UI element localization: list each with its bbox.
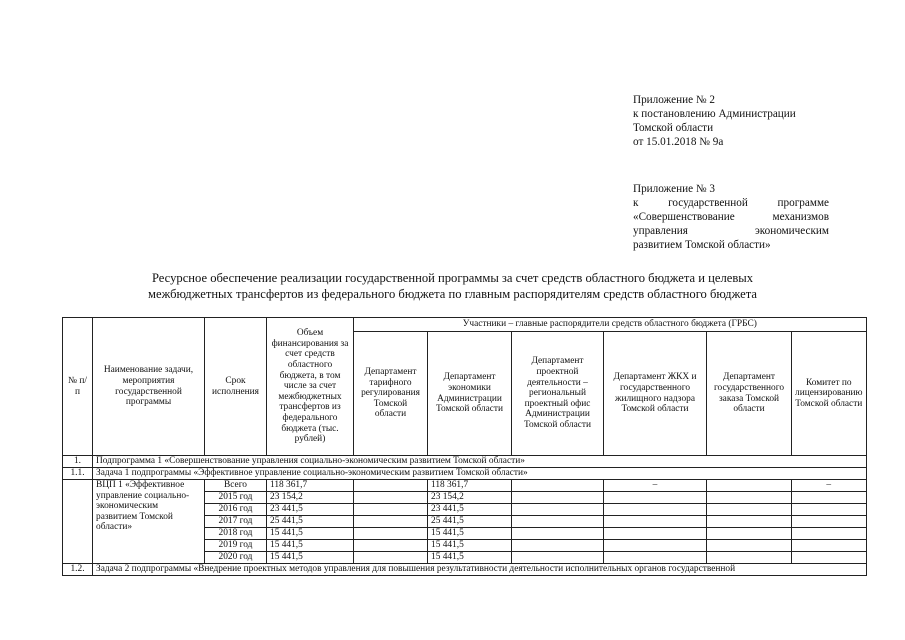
cell-grbs-housing <box>604 552 707 564</box>
header-volume: Объем финансирования за счет средств областного бюджета, в том числе за счет межбюджетных трансфертов из федерального бюджета (тыс. рублей) <box>267 318 354 456</box>
cell-grbs-tariff <box>354 552 428 564</box>
document-title-line-2: межбюджетных трансфертов из федерального бюджета по главным распорядителям средств областного бюджета <box>148 287 757 301</box>
cell-period: Всего <box>205 480 267 492</box>
cell-volume: 23 154,2 <box>267 492 354 504</box>
cell-grbs-project-office <box>512 504 604 516</box>
cell-grbs-licensing <box>792 528 867 540</box>
cell-grbs-housing: – <box>604 480 707 492</box>
cell-volume: 15 441,5 <box>267 552 354 564</box>
cell-grbs-licensing <box>792 516 867 528</box>
appendix-3-line-2 <box>633 196 829 210</box>
cell-grbs-licensing <box>792 552 867 564</box>
cell-grbs-procurement <box>707 516 792 528</box>
cell-volume: 23 441,5 <box>267 504 354 516</box>
cell-period: 2019 год <box>205 540 267 552</box>
appendix-2-line-3: Томской области <box>633 122 714 134</box>
cell-period: 2018 год <box>205 528 267 540</box>
appendix-2-block <box>633 93 829 149</box>
header-grbs-economy: Департамент экономики Администрации Томской области <box>428 332 512 456</box>
cell-grbs-economy: 23 441,5 <box>428 504 512 516</box>
row-num: 1.2. <box>63 564 93 576</box>
cell-grbs-tariff <box>354 504 428 516</box>
cell-volume: 25 441,5 <box>267 516 354 528</box>
header-name: Наименование задачи, мероприятия государственной программы <box>93 318 205 456</box>
row-task-2-text: Задача 2 подпрограммы «Внедрение проектных методов управления для повышения результативности деятельности исполнительных органов государственной <box>93 564 867 576</box>
cell-grbs-licensing: – <box>792 480 867 492</box>
table-row-task-2 <box>63 564 867 576</box>
cell-grbs-economy: 23 154,2 <box>428 492 512 504</box>
cell-period: 2020 год <box>205 552 267 564</box>
header-grbs-procurement: Департамент государственного заказа Томской области <box>707 332 792 456</box>
cell-grbs-housing <box>604 528 707 540</box>
table-row-subprogram <box>63 456 867 468</box>
cell-grbs-procurement <box>707 528 792 540</box>
row-subprogram-text: Подпрограмма 1 «Совершенствование управления социально-экономическим развитием Томской области» <box>93 456 867 468</box>
appendix-3-line-1: Приложение № 3 <box>633 183 715 195</box>
cell-grbs-licensing <box>792 540 867 552</box>
cell-period: 2016 год <box>205 504 267 516</box>
cell-grbs-housing <box>604 504 707 516</box>
header-period: Срок исполнения <box>205 318 267 456</box>
cell-grbs-project-office <box>512 516 604 528</box>
cell-grbs-project-office <box>512 540 604 552</box>
cell-grbs-procurement <box>707 492 792 504</box>
cell-grbs-licensing <box>792 504 867 516</box>
table-row-task-1 <box>63 468 867 480</box>
row-task-1-text: Задача 1 подпрограммы «Эффективное управление социально-экономическим развитием Томской области» <box>93 468 867 480</box>
cell-grbs-licensing <box>792 492 867 504</box>
cell-grbs-economy: 15 441,5 <box>428 528 512 540</box>
cell-grbs-economy: 25 441,5 <box>428 516 512 528</box>
document-title <box>60 270 845 302</box>
header-participants: Участники – главные распорядители средств областного бюджета (ГРБС) <box>354 318 867 332</box>
cell-grbs-procurement <box>707 552 792 564</box>
appendix-2-line-4: от 15.01.2018 № 9а <box>633 136 724 148</box>
appendix-3-line-2-word: государственной <box>668 197 748 209</box>
document-title-line-1: Ресурсное обеспечение реализации государственной программы за счет средств областного бюджета и целевых <box>151 271 754 285</box>
cell-period: 2017 год <box>205 516 267 528</box>
cell-grbs-housing <box>604 492 707 504</box>
cell-volume: 15 441,5 <box>267 540 354 552</box>
cell-grbs-project-office <box>512 528 604 540</box>
cell-grbs-tariff <box>354 528 428 540</box>
cell-grbs-tariff <box>354 492 428 504</box>
cell-grbs-project-office <box>512 552 604 564</box>
header-grbs-tariff: Департамент тарифного регулирования Томской области <box>354 332 428 456</box>
cell-volume: 15 441,5 <box>267 528 354 540</box>
cell-grbs-housing <box>604 516 707 528</box>
header-grbs-project-office: Департамент проектной деятельности – региональный проектный офис Администрации Томской области <box>512 332 604 456</box>
appendix-3-line-2-word: программе <box>777 197 829 209</box>
appendix-2-line-2: к постановлению Администрации <box>633 108 796 120</box>
appendix-3-line-4-word: экономическим <box>754 225 829 237</box>
cell-grbs-tariff <box>354 516 428 528</box>
header-num: № п/п <box>63 318 93 456</box>
cell-grbs-procurement <box>707 480 792 492</box>
appendix-3-line-4-word: управления <box>633 225 688 237</box>
table-row <box>63 480 867 492</box>
appendix-3-line-3-word: механизмов <box>772 211 829 223</box>
appendix-3-line-2-word: к <box>633 197 639 209</box>
cell-grbs-procurement <box>707 504 792 516</box>
cell-grbs-economy: 15 441,5 <box>428 552 512 564</box>
row-num: 1. <box>63 456 93 468</box>
appendix-3-line-3 <box>633 210 829 224</box>
cell-grbs-tariff <box>354 540 428 552</box>
cell-grbs-economy: 118 361,7 <box>428 480 512 492</box>
appendix-2-line-1: Приложение № 2 <box>633 94 715 106</box>
budget-table <box>62 317 867 576</box>
cell-grbs-project-office <box>512 480 604 492</box>
cell-grbs-economy: 15 441,5 <box>428 540 512 552</box>
cell-grbs-tariff <box>354 480 428 492</box>
appendix-3-block <box>633 182 829 252</box>
header-grbs-licensing: Комитет по лицензированию Томской области <box>792 332 867 456</box>
cell-volume: 118 361,7 <box>267 480 354 492</box>
appendix-3-line-4 <box>633 224 829 238</box>
cell-grbs-project-office <box>512 492 604 504</box>
row-num-empty <box>63 480 93 564</box>
header-grbs-housing: Департамент ЖКХ и государственного жилищного надзора Томской области <box>604 332 707 456</box>
cell-grbs-housing <box>604 540 707 552</box>
vcp-name: ВЦП 1 «Эффективное управление социально-экономическим развитием Томской области» <box>93 480 205 564</box>
row-num: 1.1. <box>63 468 93 480</box>
appendix-3-line-5: развитием Томской области» <box>633 239 771 251</box>
cell-period: 2015 год <box>205 492 267 504</box>
cell-grbs-procurement <box>707 540 792 552</box>
appendix-3-line-3-word: «Совершенствование <box>633 211 735 223</box>
